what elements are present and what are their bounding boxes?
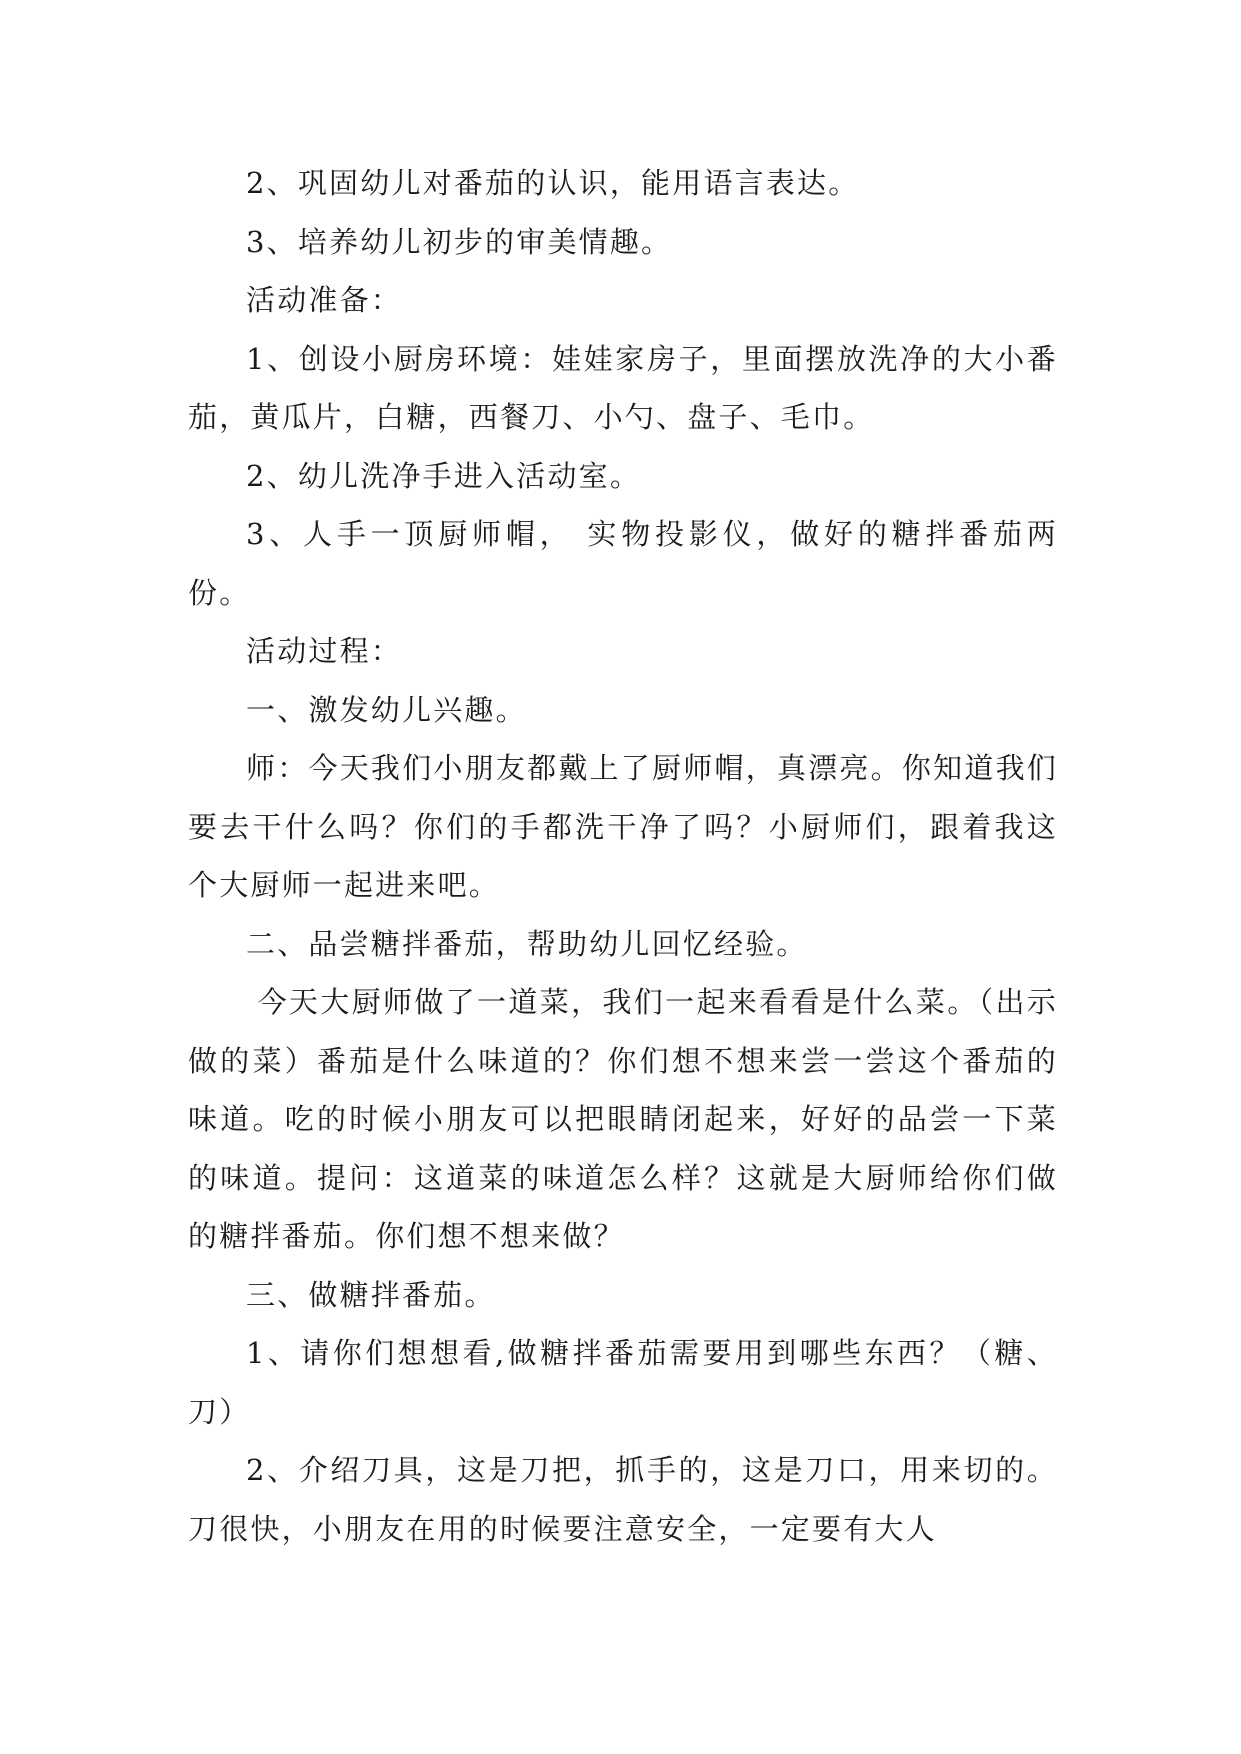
paragraph: 3、培养幼儿初步的审美情趣。	[246, 224, 673, 259]
paragraph: 1、请你们想想看,做糖拌番茄需要用到哪些东西？（糖、刀）	[188, 1336, 1058, 1429]
document-body	[188, 154, 1058, 1558]
step-heading: 三、做糖拌番茄。	[246, 1277, 496, 1312]
paragraph: 师：今天我们小朋友都戴上了厨师帽，真漂亮。你知道我们要去干什么吗？你们的手都洗干净了吗？小厨师们，跟着我这个大厨师一起进来吧。	[188, 751, 1058, 902]
paragraph: 3、人手一顶厨师帽， 实物投影仪，做好的糖拌番茄两份。	[188, 517, 1058, 610]
section-heading: 活动准备：	[246, 283, 403, 317]
section-heading: 活动过程：	[246, 634, 403, 668]
paragraph: 今天大厨师做了一道菜，我们一起来看看是什么菜。（出示做的菜）番茄是什么味道的？你们想不想来尝一尝这个番茄的味道。吃的时候小朋友可以把眼睛闭起来，好好的品尝一下菜的味道。提问：这道菜的味道怎么样？这就是大厨师给你们做的糖拌番茄。你们想不想来做？	[188, 985, 1059, 1253]
step-heading: 一、激发幼儿兴趣。	[246, 692, 527, 727]
paragraph: 2、介绍刀具，这是刀把，抓手的，这是刀口，用来切的。刀很快，小朋友在用的时候要注意安全，一定要有大人	[188, 1453, 1058, 1546]
paragraph: 1、创设小厨房环境：娃娃家房子，里面摆放洗净的大小番茄，黄瓜片，白糖，西餐刀、小勺、盘子、毛巾。	[188, 341, 1058, 434]
step-heading: 二、品尝糖拌番茄，帮助幼儿回忆经验。	[246, 926, 808, 961]
paragraph: 2、巩固幼儿对番茄的认识，能用语言表达。	[246, 166, 860, 200]
paragraph: 2、幼儿洗净手进入活动室。	[246, 458, 642, 493]
